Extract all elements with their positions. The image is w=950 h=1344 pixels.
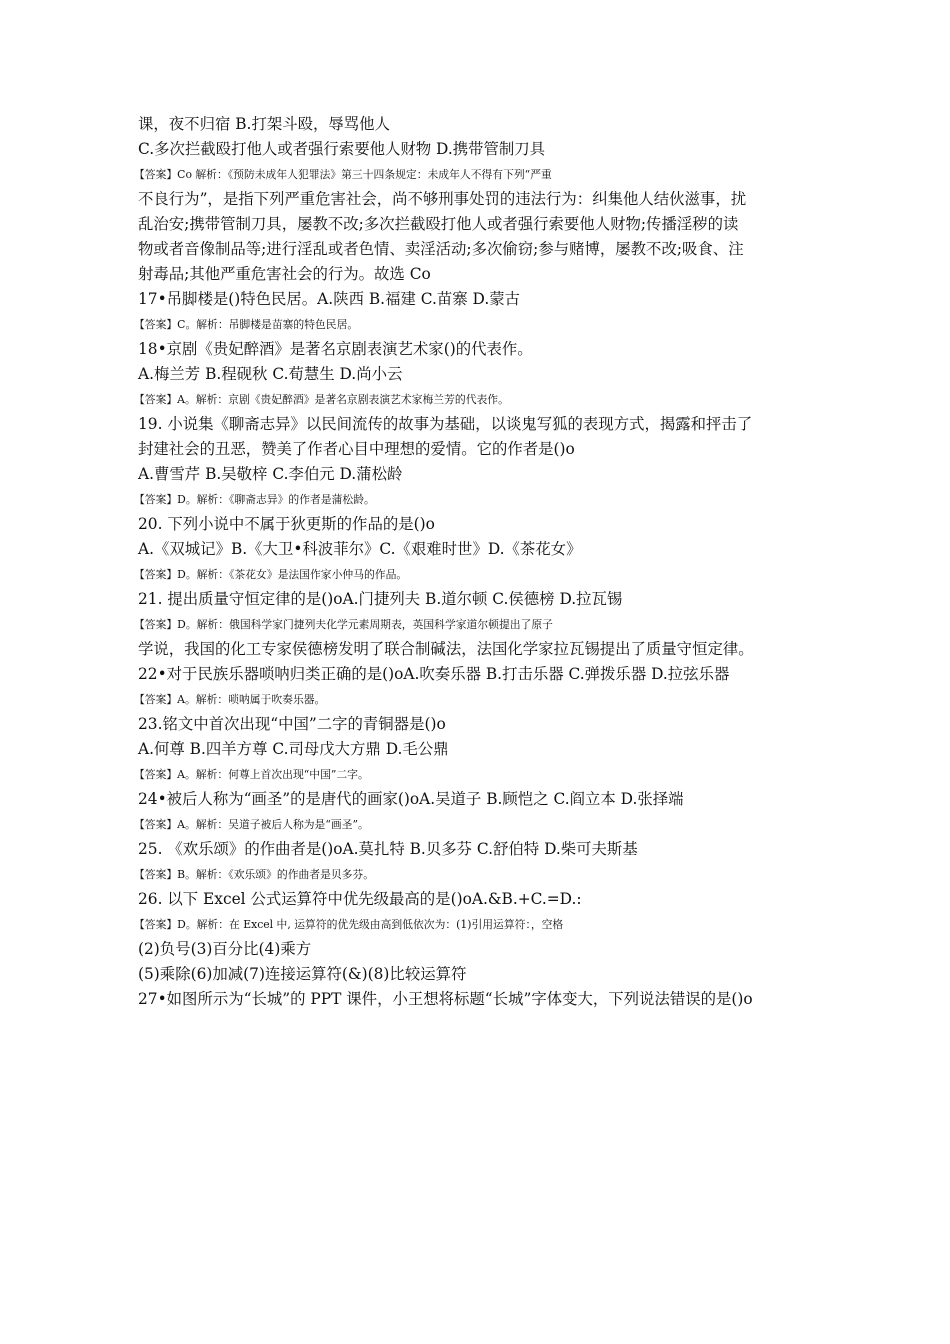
question-line: 20. 下列小说中不属于狄更斯的作品的是()o [138,515,435,533]
text-line: 不良行为”，是指下列严重危害社会，尚不够刑事处罚的违法行为：纠集他人结伙滋事，扰 [138,190,747,208]
answer-line: 【答案】B。解析：《欢乐颂》的作曲者是贝多芬。 [134,868,375,881]
question-line: 17•吊脚楼是()特色民居。A.陕西 B.福建 C.苗寨 D.蒙古 [138,290,520,308]
text-line: 射毒品;其他严重危害社会的行为。故选 Co [138,265,431,283]
answer-line: 【答案】C。解析：吊脚楼是苗寨的特色民居。 [134,318,359,331]
answer-line: 【答案】D。解析：俄国科学家门捷列夫化学元素周期表，英国科学家道尔顿提出了原子 [134,618,553,631]
text-line: (2)负号(3)百分比(4)乘方 [138,940,312,958]
text-line: 物或者音像制品等;进行淫乱或者色情、卖淫活动;多次偷窃;参与赌博，屡教不改;吸食、注 [138,240,744,258]
document-page [134,112,818,1012]
text-line: 学说，我国的化工专家侯德榜发明了联合制碱法，法国化学家拉瓦锡提出了质量守恒定律。 [138,640,754,658]
question-line: 21. 提出质量守恒定律的是()oA.门捷列夫 B.道尔顿 C.侯德榜 D.拉瓦锡 [138,590,623,608]
text-line: C.多次拦截殴打他人或者强行索要他人财物 D.携带管制刀具 [138,140,546,158]
question-line: 18•京剧《贵妃醉酒》是著名京剧表演艺术家()的代表作。 [138,340,533,358]
answer-line: 【答案】D。解析：《茶花女》是法国作家小仲马的作品。 [134,568,408,581]
answer-line: 【答案】D。解析：《聊斋志异》的作者是蒲松龄。 [134,493,375,506]
answer-line: 【答案】A。解析：唢呐属于吹奏乐器。 [134,693,326,706]
answer-line: 【答案】Co 解析：《预防未成年人犯罪法》第三十四条规定：未成年人不得有下列“严重 [134,168,552,181]
question-line: 24•被后人称为“画圣”的是唐代的画家()oA.吴道子 B.顾恺之 C.阎立本 D.张择端 [138,790,684,808]
options-line: A.曹雪芹 B.吴敬梓 C.李伯元 D.蒲松龄 [138,465,403,483]
question-line: 25. 《欢乐颂》的作曲者是()oA.莫扎特 B.贝多芬 C.舒伯特 D.柴可夫斯基 [138,840,638,858]
question-line: 23.铭文中首次出现“中国”二字的青铜器是()o [138,715,446,733]
text-line: 乱治安;携带管制刀具，屡教不改;多次拦截殴打他人或者强行索要他人财物;传播淫秽的读 [138,215,739,233]
question-line: 27•如图所示为“长城”的 PPT 课件，小王想将标题“长城”字体变大，下列说法错误的是()o [138,990,753,1008]
options-line: A.《双城记》B.《大卫•科波菲尔》C.《艰难时世》D.《茶花女》 [138,540,582,558]
answer-line: 【答案】A。解析：吴道子被后人称为是“画圣”。 [134,818,369,831]
answer-line: 【答案】D。解析：在 Excel 中, 运算符的优先级由高到低依次为：(1)引用运算符：，空格 [134,918,564,931]
question-line: 26. 以下 Excel 公式运算符中优先级最高的是()oA.&B.+C.=D.: [138,890,582,908]
question-line: 19. 小说集《聊斋志异》以民间流传的故事为基础，以谈鬼写狐的表现方式，揭露和抨击了 [138,415,753,433]
question-line: 22•对于民族乐器唢呐归类正确的是()oA.吹奏乐器 B.打击乐器 C.弹拨乐器 D.拉弦乐器 [138,665,730,683]
answer-line: 【答案】A。解析：京剧《贵妃醉酒》是著名京剧表演艺术家梅兰芳的代表作。 [134,393,509,406]
text-line: 课，夜不归宿 B.打架斗殴，辱骂他人 [138,115,390,133]
answer-line: 【答案】A。解析：何尊上首次出现“中国”二字。 [134,768,369,781]
text-line: (5)乘除(6)加减(7)连接运算符(&)(8)比较运算符 [138,965,467,983]
options-line: A.梅兰芳 B.程砚秋 C.荀慧生 D.尚小云 [138,365,403,383]
text-line: 封建社会的丑恶，赞美了作者心目中理想的爱情。它的作者是()o [138,440,575,458]
options-line: A.何尊 B.四羊方尊 C.司母戊大方鼎 D.毛公鼎 [138,740,449,758]
